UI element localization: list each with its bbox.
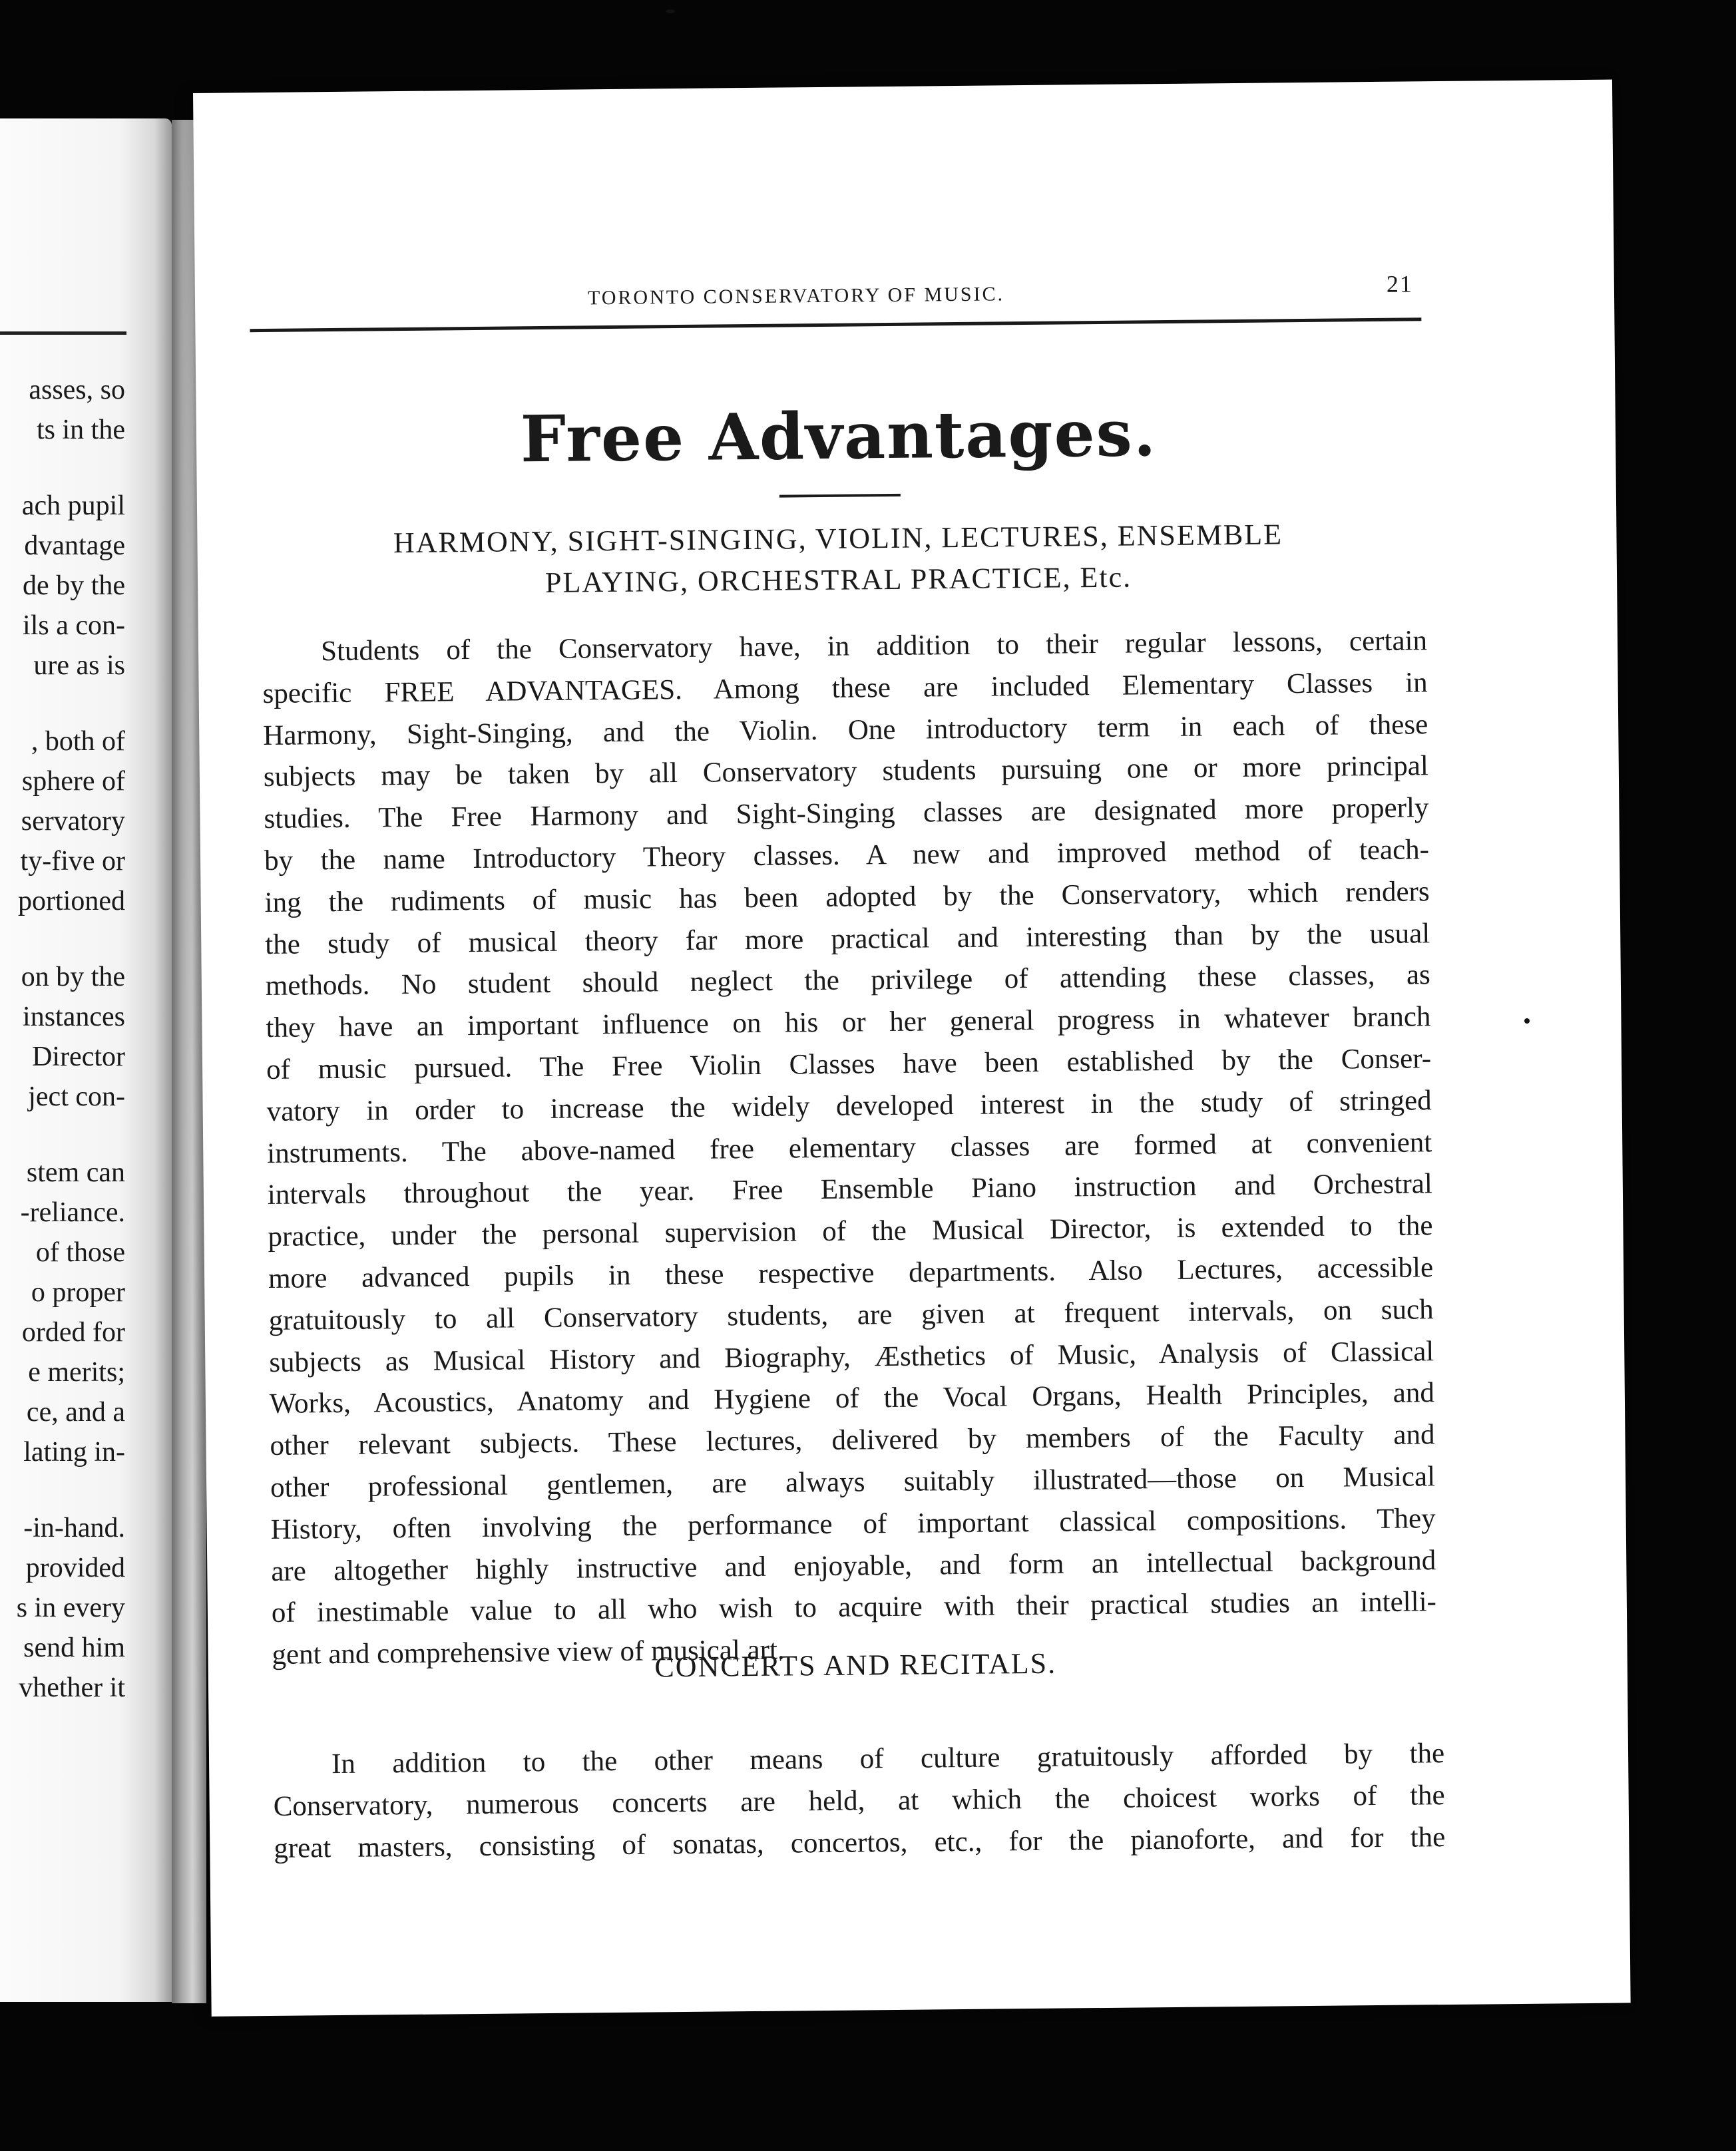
left-line: stem can [26, 1157, 125, 1188]
left-line: ject con- [28, 1081, 125, 1112]
left-line: de by the [23, 570, 125, 601]
left-line: sphere of [21, 766, 125, 797]
left-line: -reliance. [20, 1197, 125, 1228]
left-line: dvantage [24, 530, 125, 561]
right-page [193, 80, 1631, 2017]
left-line: o proper [31, 1277, 125, 1308]
text-line: Works, Acoustics, Anatomy and Hygiene of the Vocal Organs, Health Principles, and [269, 1377, 1435, 1420]
text-line: more advanced pupils in these respective departments. Also Lectures, accessible [268, 1252, 1434, 1294]
left-line: asses, so [29, 375, 125, 405]
dust-speck [1524, 1018, 1530, 1024]
concerts-heading: CONCERTS AND RECITALS. [654, 1647, 1057, 1684]
text-line: of inestimable value to all who wish to acquire with their practical studies an intelli- [271, 1586, 1437, 1629]
left-line: ach pupil [21, 490, 125, 521]
left-line: servatory [21, 806, 125, 837]
text-line: gent and comprehensive view of musical art. [272, 1634, 785, 1671]
left-line: portioned [18, 886, 125, 916]
text-line: methods. No student should neglect the privilege of attending these classes, as [265, 959, 1431, 1002]
left-line: send him [23, 1633, 125, 1663]
dust-speck [666, 9, 675, 13]
left-line: Director [32, 1042, 125, 1072]
page-number: 21 [1386, 270, 1414, 297]
text-line: the study of musical theory far more practical and interesting than by the usual [265, 917, 1430, 960]
free-advantages-paragraph [262, 620, 1437, 1676]
text-line: gratuitously to all Conservatory students, are given at frequent intervals, on such [268, 1293, 1434, 1336]
text-line: they have an important influence on his or her general progress in whatever branch [266, 1001, 1431, 1044]
left-line: ce, and a [26, 1397, 125, 1428]
text-line: subjects as Musical History and Biography, Æsthetics of Music, Analysis of Classical [269, 1335, 1434, 1378]
left-line: s in every [16, 1593, 125, 1623]
text-line: other relevant subjects. These lectures, delivered by members of the Faculty and [270, 1419, 1435, 1462]
text-line: History, often involving the performance of important classical compositions. They [270, 1502, 1436, 1545]
left-line: ty-five or [20, 846, 125, 877]
text-line: by the name Introductory Theory classes. A new and improved method of teach- [264, 834, 1430, 877]
text-line: instruments. The above-named free elementary classes are formed at convenient [267, 1126, 1432, 1169]
text-line: Students of the Conservatory have, in addition to their regular lessons, certain [320, 625, 1428, 668]
text-line: intervals throughout the year. Free Ensemble Piano instruction and Orchestral [267, 1168, 1433, 1211]
left-line: lating in- [23, 1437, 125, 1467]
left-line: on by the [21, 962, 125, 992]
text-line: vatory in order to increase the widely developed interest in the study of stringed [266, 1084, 1432, 1127]
left-line: ils a con- [23, 610, 125, 641]
page-title: Free Advantages. [520, 395, 1158, 477]
text-line: great masters, consisting of sonatas, concertos, etc., for the pianoforte, and for the [274, 1821, 1446, 1864]
left-line: ure as is [33, 650, 125, 681]
left-page-rule [0, 331, 126, 335]
left-line: instances [23, 1002, 125, 1032]
running-head: TORONTO CONSERVATORY OF MUSIC. [587, 283, 1005, 309]
text-line: In addition to the other means of culture gratuitously afforded by the [331, 1738, 1445, 1780]
text-line: other professional gentlemen, are always suitably illustrated—those on Musical [270, 1461, 1436, 1503]
left-page [0, 118, 172, 2002]
subheading-line-2: PLAYING, ORCHESTRAL PRACTICE, Etc. [544, 560, 1132, 599]
header-rule [250, 317, 1421, 332]
left-line: of those [35, 1237, 125, 1268]
text-line: specific FREE ADVANTAGES. Among these are included Elementary Classes in [262, 667, 1428, 709]
left-line: provided [25, 1553, 125, 1583]
left-line: -in-hand. [23, 1513, 125, 1543]
text-line: subjects may be taken by all Conservatory students pursuing one or more principal [263, 750, 1429, 793]
text-line: studies. The Free Harmony and Sight-Singing classes are designated more properly [264, 792, 1429, 835]
left-line: vhether it [19, 1672, 125, 1703]
text-line: are altogether highly instructive and enjoyable, and form an intellectual background [271, 1544, 1436, 1587]
left-page-text [17, 370, 125, 1708]
section-subheading [197, 512, 1479, 606]
title-rule [779, 494, 901, 498]
left-line: ts in the [37, 415, 125, 445]
text-line: ing the rudiments of music has been adopted by the Conservatory, which renders [264, 876, 1430, 918]
text-line: Harmony, Sight-Singing, and the Violin. One introductory term in each of these [263, 708, 1428, 751]
text-line: Conservatory, numerous concerts are held, at which the choicest works of the [273, 1779, 1445, 1822]
text-line: of music pursued. The Free Violin Classes have been established by the Conser- [266, 1043, 1432, 1085]
left-line: , both of [31, 726, 125, 757]
concerts-paragraph [273, 1733, 1446, 1869]
text-line: practice, under the personal supervision of the Musical Director, is extended to the [268, 1210, 1433, 1253]
subheading-line-1: HARMONY, SIGHT-SINGING, VIOLIN, LECTURES, ENSEMBLE [393, 518, 1283, 560]
left-line: orded for [21, 1317, 125, 1348]
left-line: e merits; [28, 1357, 125, 1388]
